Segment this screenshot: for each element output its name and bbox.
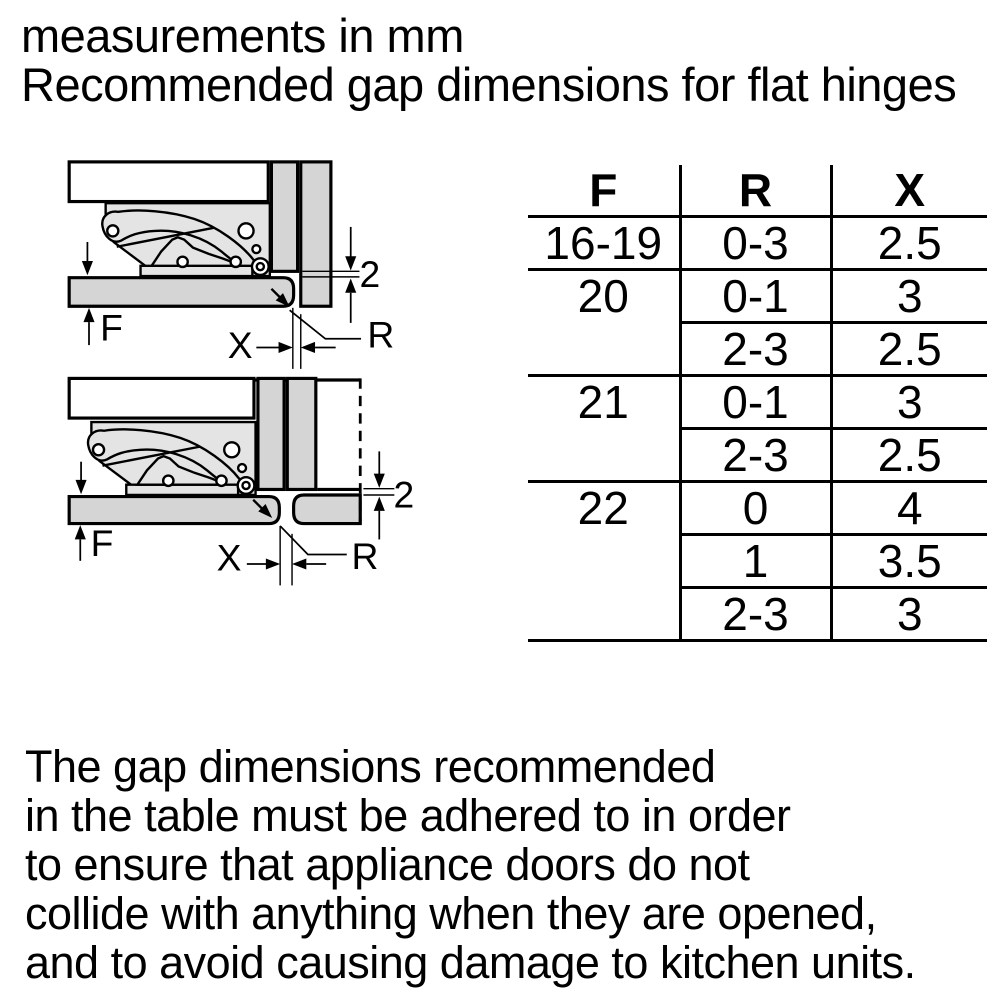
x-cell: 3.5 (831, 535, 987, 588)
arrow-up-icon (83, 308, 94, 322)
col-header-x: X (831, 165, 987, 217)
arrow-down-icon (82, 261, 93, 275)
furniture-door-panel (301, 162, 331, 306)
top-hinge-diagram (69, 162, 394, 369)
arrow-down-icon (76, 480, 87, 494)
appliance-lower-panel (69, 497, 279, 524)
arrow-down-icon (374, 474, 385, 488)
hinge-assembly (88, 422, 256, 495)
x-cell: 2.5 (831, 217, 987, 270)
f-label: F (100, 306, 123, 349)
arrow-up-icon (345, 278, 356, 292)
page-title: Recommended gap dimensions for flat hinges (21, 58, 957, 111)
table-row (528, 270, 987, 323)
r-cell: 0-1 (680, 376, 831, 429)
x-cell: 3 (831, 376, 987, 429)
gap-2-dimension (363, 451, 414, 539)
r-cell: 2-3 (680, 429, 831, 482)
x-cell: 2.5 (831, 429, 987, 482)
units-note: measurements in mm (21, 9, 464, 62)
col-header-r: R (680, 165, 831, 217)
r-label: R (367, 313, 395, 356)
note-line: collide with anything when they are opened, (25, 888, 877, 939)
f-cell: 16-19 (528, 217, 680, 270)
note-line: to ensure that appliance doors do not (25, 839, 750, 890)
arrow-left-icon (301, 342, 315, 353)
arrow-down-icon (345, 256, 356, 270)
adjacent-furniture-panel (294, 495, 361, 524)
arrow-left-icon (292, 558, 306, 569)
r-cell: 0 (680, 482, 831, 535)
gap-value-label: 2 (393, 473, 415, 516)
f-cell: 22 (528, 482, 680, 641)
x-dimension (217, 526, 326, 585)
x-cell: 2.5 (831, 323, 987, 376)
x-dimension (228, 308, 336, 369)
r-cell: 0-3 (680, 217, 831, 270)
appliance-door-front (271, 162, 297, 271)
table-row (528, 217, 987, 270)
note-paragraph (25, 742, 916, 987)
x-cell: 4 (831, 482, 987, 535)
arrow-up-icon (374, 497, 385, 511)
note-line: and to avoid causing damage to kitchen units. (25, 937, 916, 988)
arrow-right-icon (279, 342, 293, 353)
bottom-hinge-diagram (69, 378, 414, 585)
r-cell: 1 (680, 535, 831, 588)
gap-value-label: 2 (359, 253, 381, 296)
arrow-up-icon (75, 525, 86, 539)
gap-dimensions-table (528, 165, 987, 642)
x-label: X (227, 323, 253, 366)
note-line: in the table must be adhered to in order (25, 790, 791, 841)
f-cell: 20 (528, 270, 680, 376)
hinge-assembly (102, 203, 270, 276)
col-header-f: F (528, 165, 680, 217)
table-row (528, 482, 987, 535)
r-cell: 2-3 (680, 323, 831, 376)
x-label: X (216, 536, 242, 579)
f-label: F (90, 522, 114, 565)
note-line: The gap dimensions recommended (25, 741, 716, 792)
cabinet-top-panel (69, 162, 268, 202)
f-cell: 21 (528, 376, 680, 482)
r-cell: 2-3 (680, 588, 831, 641)
cabinet-top-panel (69, 378, 254, 418)
x-cell: 3 (831, 270, 987, 323)
hinge-diagrams (0, 150, 500, 725)
arrow-right-icon (266, 558, 280, 569)
table-header-row (528, 165, 987, 217)
table-row (528, 376, 987, 429)
r-label: R (351, 534, 379, 577)
furniture-door-panel (287, 378, 316, 489)
appliance-lower-panel (69, 278, 293, 307)
x-cell: 3 (831, 588, 987, 641)
r-cell: 0-1 (680, 270, 831, 323)
appliance-door-front (258, 378, 284, 489)
